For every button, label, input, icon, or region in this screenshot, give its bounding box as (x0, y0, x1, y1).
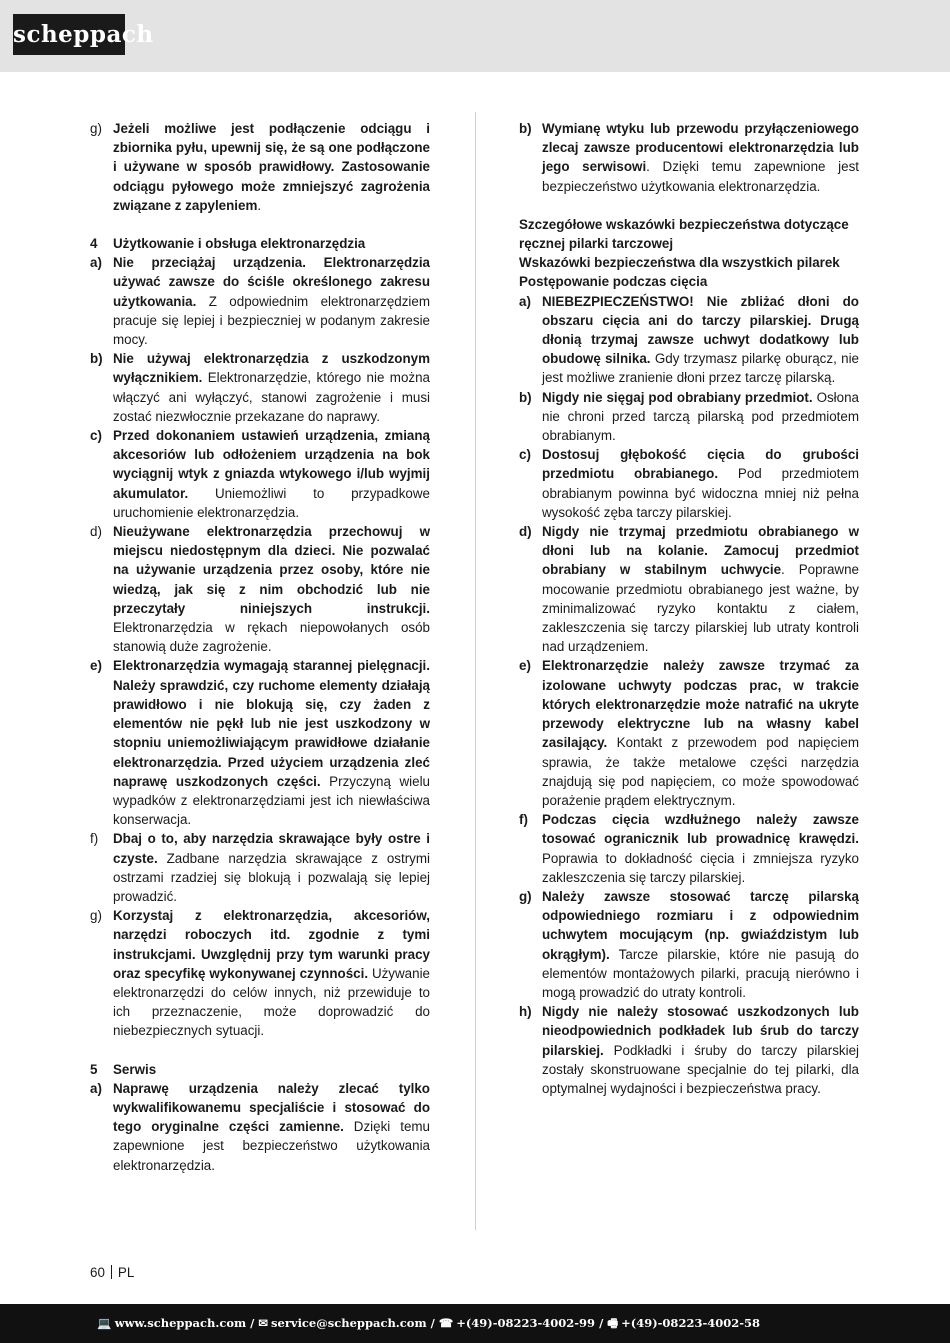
item-label: a) (90, 1080, 102, 1096)
list-item (90, 906, 430, 1040)
item-bold-text: Nie używaj elektronarzędzia z uszkodzonym wyłącznikiem. (113, 351, 430, 386)
item-text (542, 388, 859, 446)
item-text (542, 119, 859, 196)
page-number-value: 60 (90, 1265, 105, 1280)
page-number-separator (111, 1265, 112, 1279)
list-item (90, 234, 430, 253)
item-label: c) (90, 428, 102, 444)
item-bold-text: Elektronarzędzia wymagają starannej pielęgnacji. Należy sprawdzić, czy ruchome elementy działają prawidłowo i nie blokują się, czy żaden z elementów nie pękł lub nie jest uszkodzony w stopniu uniemożliwiającym prawidłowe działanie elektronarzędzia. Przed użyciem urządzenia zleć naprawę uszkodzonych części. (113, 658, 430, 789)
item-normal-text: Tarcze pilarskie, które nie pasują do elementów montażowych pilarki, pracują nierówno i mogą prowadzić do utraty kontroli. (542, 946, 859, 1000)
list-item (90, 426, 430, 522)
item-normal-text: Gdy trzymasz pilarkę oburącz, nie jest możliwe zranienie dłoni przez tarczę pilarską. (542, 351, 859, 386)
item-normal-text: Pod przedmiotem obrabianym powinna być widoczna mniej niż pełna wysokość zęba tarczy pilarskiej. (542, 466, 859, 520)
item-text (542, 522, 859, 656)
item-text (542, 810, 859, 887)
item-normal-text: Podkładki i śruby do tarczy pilarskiej zostały skonstruowane specjalnie do tej pilarki, dla optymalnej wydajności i bezpieczeństwa pracy. (542, 1042, 859, 1096)
footer-website-link[interactable]: www.scheppach.com (114, 1316, 247, 1330)
scheppach-logo: scheppach (13, 14, 125, 55)
item-bold-text: Należy zawsze stosować tarczę pilarską odpowiedniego rozmiaru i z odpowiednim uchwytem mocującym (np. gwiaździstym lub okrągłym). (542, 888, 859, 962)
item-label: c) (519, 447, 531, 463)
list-item (519, 445, 859, 522)
right-column (519, 119, 859, 1098)
item-text (113, 1079, 430, 1175)
section-heading: Szczegółowe wskazówki bezpieczeństwa dotyczące ręcznej pilarki tarczowej (519, 216, 849, 252)
item-normal-text: Elektronarzędzie, którego nie można włączyć ani wyłączyć, stanowi zagrożenie i musi zostać niezwłocznie przekazane do naprawy. (113, 370, 430, 424)
phone-icon: ☎ (438, 1316, 454, 1330)
footer-separator: / (595, 1316, 608, 1330)
fax-icon: 🖷 (607, 1316, 619, 1330)
item-normal-text: Używanie elektronarzędzi do celów innych, niż przewiduje to ich przeznaczenie, może doprowadzić do niebezpiecznych sytuacji. (113, 965, 430, 1039)
paragraph-gap (90, 215, 430, 234)
list-item (519, 887, 859, 1002)
item-normal-text: Kontakt z przewodem pod napięciem sprawia, że także metalowe części narzędzia znajdują się pod napięciem, co może spowodować porażenie prądem elektrycznym. (542, 735, 859, 808)
item-label: 5 (90, 1061, 98, 1077)
list-item (90, 119, 430, 215)
list-item (519, 388, 859, 446)
contact-footer (0, 1304, 950, 1343)
footer-fax: +(49)-08223-4002-58 (621, 1316, 760, 1330)
item-normal-text: Dzięki temu zapewnione jest bezpieczeństwo użytkowania elektronarzędzia. (113, 1119, 430, 1173)
item-label: 4 (90, 236, 98, 252)
item-normal-text: Osłona nie chroni przed tarczą pilarską pod przedmiotem obrabianym. (542, 389, 859, 444)
item-bold-text: Nigdy nie należy stosować uszkodzonych lub nieodpowiednich podkładek lub śrub do tarczy pilarskiej. (542, 1004, 859, 1058)
item-bold-text: NIEBEZPIECZEŃSTWO! Nie zbliżać dłoni do obszaru cięcia ani do tarczy pilarskiej. Drugą dłonią trzymaj zawsze uchwyt dodatkowy lub obudowę silnika. (542, 293, 859, 367)
item-bold-text: Wymianę wtyku lub przewodu przyłączeniowego zlecaj zawsze producentowi elektronarzędzia lub jego serwisowi (542, 121, 859, 175)
item-label: b) (519, 389, 532, 405)
item-label: d) (90, 524, 102, 540)
item-label: a) (519, 293, 531, 309)
list-item (519, 810, 859, 887)
item-text (113, 253, 430, 349)
footer-separator: / (426, 1316, 439, 1330)
item-label: g) (90, 908, 102, 924)
item-text (542, 887, 859, 1002)
item-bold-text: Jeżeli możliwe jest podłączenie odciągu i zbiornika pyłu, upewnij się, że są one podłączone i używane w sposób prawidłowy. Zastosowanie odciągu pyłowego może zmniejszyć zagrożenia związane z zapyleniem (113, 121, 430, 213)
list-item (90, 829, 430, 906)
item-bold-text: Nie przeciążaj urządzenia. Elektronarzędzia używać zawsze do ściśle określonego zakresu użytkowania. (113, 255, 430, 309)
item-bold-text: Dostosuj głębokość cięcia do grubości przedmiotu obrabianego. (542, 447, 859, 482)
column-divider (475, 112, 476, 1230)
list-item (90, 253, 430, 349)
footer-separator: / (246, 1316, 259, 1330)
item-bold-text: Elektronarzędzie należy zawsze trzymać za izolowane uchwyty podczas prac, w trakcie których elektronarzędzie może natrafić na ukryte przewody elektryczne lub na własny kabel zasilający. (542, 658, 859, 751)
item-text (113, 426, 430, 522)
list-item (90, 522, 430, 656)
mail-icon: ✉ (258, 1316, 269, 1330)
item-normal-text: Z odpowiednim elektronarzędziem pracuje się lepiej i bezpieczniej w podanym zakresie mocy. (113, 293, 430, 348)
left-column (90, 119, 430, 1175)
item-text (113, 349, 430, 426)
item-text (113, 1060, 430, 1079)
item-normal-text: . Poprawne mocowanie przedmiotu obrabianego jest ważne, by zminimalizować ryzyko kontaktu z ciałem, zakleszczenia się tarczy pilarskiej lub utraty kontroli nad urządzeniem. (542, 562, 859, 655)
item-text (113, 656, 430, 829)
paragraph-gap (90, 1041, 430, 1060)
paragraph-gap (519, 196, 859, 215)
list-item (90, 656, 430, 829)
item-bold-text: Użytkowanie i obsługa elektronarzędzia (113, 236, 366, 252)
item-normal-text: Poprawia to dokładność cięcia i zmniejsza ryzyko zakleszczenia się tarczy pilarskiej. (542, 850, 859, 885)
item-normal-text: Elektronarzędzia w rękach niepowołanych osób stanowią duże zagrożenie. (113, 620, 430, 655)
page-language: PL (117, 1265, 135, 1280)
computer-icon: 💻 (97, 1316, 112, 1330)
item-normal-text: Zadbane narzędzia skrawające z ostrymi ostrzami rzadziej się blokują i pozwalają się lepiej prowadzić. (113, 850, 430, 904)
footer-email-link[interactable]: service@scheppach.com (271, 1316, 427, 1330)
item-label: e) (519, 658, 531, 674)
item-bold-text: Podczas cięcia wzdłużnego należy zawsze tosować ogranicznik lub prowadnicę krawędzi. (542, 812, 859, 847)
item-label: g) (90, 121, 102, 136)
item-bold-text: Dbaj o to, aby narzędzia skrawające były ostre i czyste. (113, 831, 430, 866)
item-label: g) (519, 888, 532, 904)
list-item (519, 1002, 859, 1098)
item-bold-text: Nigdy nie trzymaj przedmiotu obrabianego w dłoni lub na kolanie. Zamocuj przedmiot obrabiany w stabilnym uchwycie (542, 524, 859, 578)
item-text (113, 234, 430, 253)
item-label: e) (90, 658, 102, 674)
item-bold-text: Naprawę urządzenia należy zlecać tylko wykwalifikowanemu specjaliście i stosować do tego oryginalne części zamienne. (113, 1080, 430, 1135)
page-header (0, 0, 950, 72)
list-item (90, 1079, 430, 1175)
item-label: d) (519, 524, 532, 540)
list-item (519, 656, 859, 810)
list-item (90, 349, 430, 426)
item-normal-text: Uniemożliwi to przypadkowe uruchomienie elektronarzędzia. (113, 485, 430, 520)
item-text (113, 829, 430, 906)
section-heading: Wskazówki bezpieczeństwa dla wszystkich pilarek (519, 255, 840, 271)
footer-phone: +(49)-08223-4002-99 (456, 1316, 596, 1330)
item-text (542, 292, 859, 388)
item-text (113, 119, 430, 215)
list-item (90, 1060, 430, 1079)
list-item (519, 292, 859, 388)
item-normal-text: . Dzięki temu zapewnione jest bezpieczeństwo użytkowania elektronarzędzia. (542, 159, 859, 194)
item-normal-text: . (257, 197, 262, 213)
item-label: a) (90, 255, 102, 271)
item-label: f) (519, 812, 528, 828)
item-text (113, 906, 430, 1040)
item-bold-text: Serwis (113, 1061, 157, 1077)
item-bold-text: Przed dokonaniem ustawień urządzenia, zmianą akcesoriów lub odłożeniem urządzenia na bok wyciągnij wtyk z gniazda wtykowego i/lub wyjmij akumulator. (113, 428, 430, 501)
item-label: b) (90, 351, 103, 367)
item-text (542, 656, 859, 810)
list-item (519, 119, 859, 196)
item-label: f) (90, 831, 99, 847)
item-text (542, 445, 859, 522)
page-number (90, 1265, 134, 1280)
list-item (519, 522, 859, 656)
item-label: h) (519, 1004, 532, 1020)
item-bold-text: Nieużywane elektronarzędzia przechowuj w miejscu niedostępnym dla dzieci. Nie pozwalać na używanie urządzenia przez osoby, które nie wiedzą, jak się z nim obchodzić lub nie przeczytały niniejszych instrukcji. (113, 524, 430, 616)
item-normal-text: Przyczyną wielu wypadków z elektronarzędziami jest ich niewłaściwa konserwacja. (113, 773, 431, 828)
item-label: b) (519, 121, 532, 136)
item-bold-text: Nigdy nie sięgaj pod obrabiany przedmiot. (542, 389, 813, 405)
section-heading: Postępowanie podczas cięcia (519, 274, 708, 290)
item-text (542, 1002, 859, 1098)
item-bold-text: Korzystaj z elektronarzędzia, akcesoriów, narzędzi roboczych itd. zgodnie z tymi instrukcjami. Uwzględnij przy tym warunki pracy oraz specyfikę wykonywanej czynności. (113, 908, 430, 981)
item-text (113, 522, 430, 656)
